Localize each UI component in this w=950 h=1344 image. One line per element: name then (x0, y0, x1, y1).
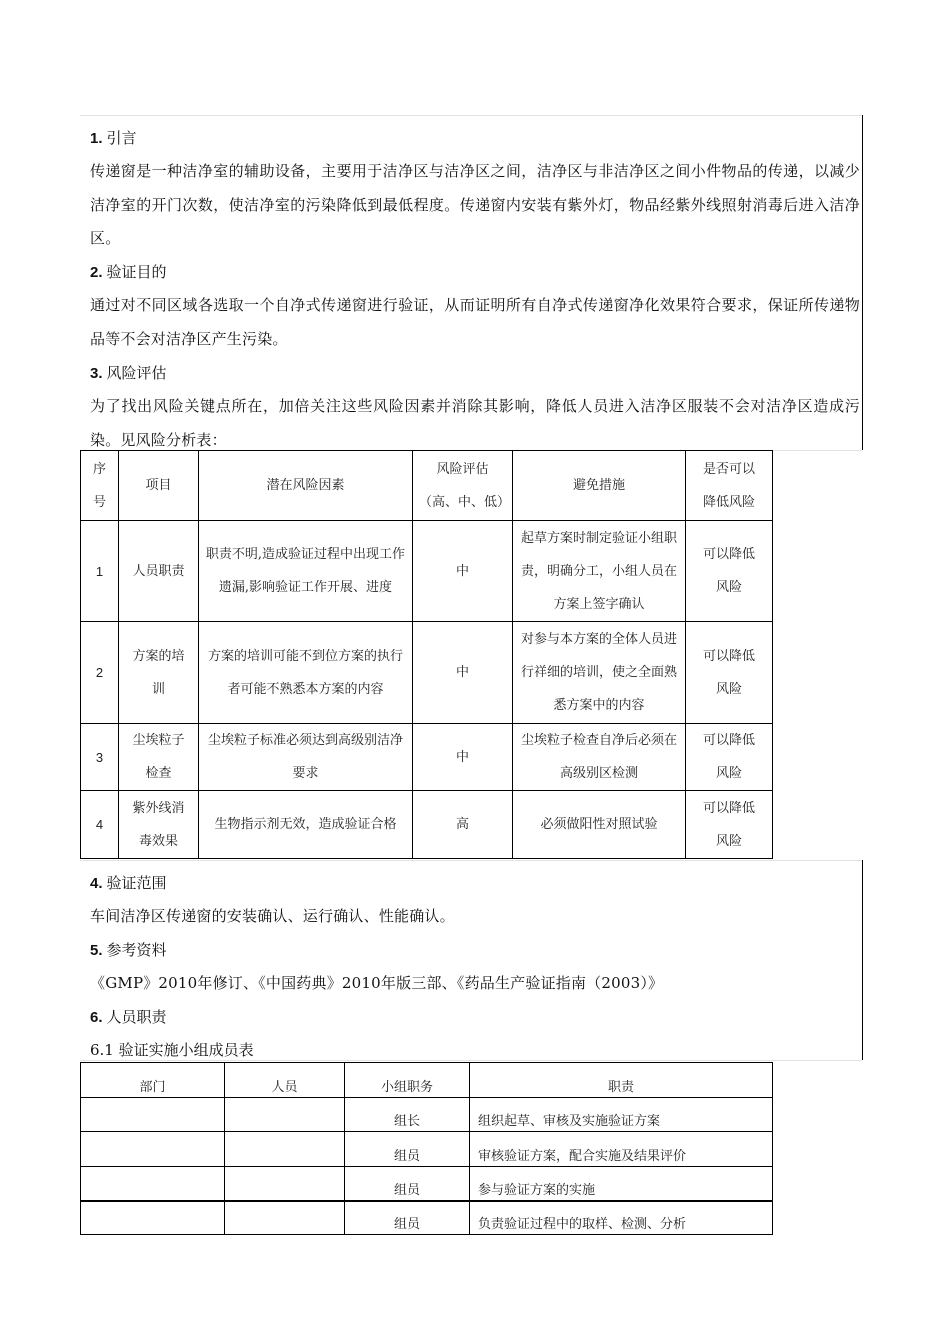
cell-reduce: 可以降低风险 (686, 724, 773, 791)
section-title: 人员职责 (106, 1008, 167, 1026)
table-row (81, 1132, 773, 1167)
cell-person (225, 1167, 345, 1201)
section-title: 风险评估 (106, 364, 167, 382)
table-row (81, 521, 773, 622)
cell-item: 尘埃粒子检查 (119, 724, 199, 791)
cell-measure: 尘埃粒子检查自净后必须在高级别区检测 (513, 724, 686, 791)
cell-role: 组员 (345, 1132, 470, 1167)
cell-duty: 参与验证方案的实施 (470, 1167, 773, 1201)
cell-seq: 4 (81, 791, 119, 859)
section-number: 5. (90, 942, 103, 959)
section-title: 参考资料 (106, 941, 167, 959)
table-row (81, 791, 773, 859)
cell-eval: 高 (413, 791, 513, 859)
section-4-heading (90, 873, 167, 894)
cell-factor: 生物指示剂无效，造成验证合格 (199, 791, 413, 859)
cell-role: 组长 (345, 1098, 470, 1132)
section-1-heading (90, 128, 137, 149)
cell-measure: 必须做阳性对照试验 (513, 791, 686, 859)
cell-eval: 中 (413, 622, 513, 724)
cell-seq: 1 (81, 521, 119, 622)
section-number: 1. (90, 130, 103, 147)
cell-person (225, 1201, 345, 1235)
cell-item: 人员职责 (119, 521, 199, 622)
section-number: 6. (90, 1009, 103, 1026)
cell-duty: 审核验证方案，配合实施及结果评价 (470, 1132, 773, 1167)
header-eval: 风险评估（高、中、低） (413, 451, 513, 521)
cell-item: 紫外线消毒效果 (119, 791, 199, 859)
cell-measure: 对参与本方案的全体人员进行祥细的培训，使之全面熟悉方案中的内容 (513, 622, 686, 724)
member-table (80, 1062, 773, 1235)
cell-dept (81, 1167, 225, 1201)
header-duty: 职责 (470, 1063, 773, 1098)
cell-seq: 3 (81, 724, 119, 791)
cell-role: 组员 (345, 1201, 470, 1235)
header-seq: 序号 (81, 451, 119, 521)
cell-dept (81, 1098, 225, 1132)
cell-eval: 中 (413, 521, 513, 622)
section-title: 引言 (106, 129, 137, 147)
section-3-text: 为了找出风险关键点所在，加倍关注这些风险因素并消除其影响，降低人员进入洁净区服装不会对洁净区造成污染。见风险分析表： (90, 397, 860, 449)
section-5-text: 《GMP》2010年修订、《中国药典》2010年版三部、《药品生产验证指南（2003）》 (90, 974, 664, 992)
header-dept: 部门 (81, 1063, 225, 1098)
table-header-row (81, 451, 773, 521)
table-row (81, 622, 773, 724)
header-item: 项目 (119, 451, 199, 521)
section-number: 2. (90, 264, 103, 281)
subsection-6-1-heading: 6.1 验证实施小组成员表 (90, 1041, 254, 1059)
section-5-heading (90, 940, 167, 961)
section-number: 4. (90, 875, 103, 892)
section-6-heading (90, 1007, 167, 1028)
header-factor: 潜在风险因素 (199, 451, 413, 521)
cell-measure: 起草方案时制定验证小组职责，明确分工，小组人员在方案上签字确认 (513, 521, 686, 622)
cell-eval: 中 (413, 724, 513, 791)
header-measure: 避免措施 (513, 451, 686, 521)
cell-reduce: 可以降低风险 (686, 521, 773, 622)
table-header-row (81, 1063, 773, 1098)
cell-person (225, 1132, 345, 1167)
section-title: 验证范围 (106, 874, 167, 892)
cell-reduce: 可以降低风险 (686, 622, 773, 724)
section-number: 3. (90, 365, 103, 382)
section-4-text: 车间洁净区传递窗的安装确认、运行确认、性能确认。 (90, 907, 455, 925)
section-1-text: 传递窗是一种洁净室的辅助设备，主要用于洁净区与洁净区之间，洁净区与非洁净区之间小件物品的传递，以减少洁净室的开门次数，使洁净室的污染降低到最低程度。传递窗内安装有紫外灯，物品经紫外线照射消毒后进入洁净区。 (90, 162, 860, 247)
cell-person (225, 1098, 345, 1132)
cell-factor: 尘埃粒子标准必须达到高级别洁净要求 (199, 724, 413, 791)
header-role: 小组职务 (345, 1063, 470, 1098)
section-2-heading (90, 262, 167, 283)
table-row (81, 1167, 773, 1201)
cell-role: 组员 (345, 1167, 470, 1201)
cell-dept (81, 1201, 225, 1235)
table-row (81, 1201, 773, 1235)
cell-factor: 职责不明,造成验证过程中出现工作遗漏,影响验证工作开展、进度 (199, 521, 413, 622)
header-person: 人员 (225, 1063, 345, 1098)
frame-mid-3 (80, 1060, 862, 1061)
cell-reduce: 可以降低风险 (686, 791, 773, 859)
frame-right-upper (862, 115, 863, 450)
cell-duty: 组织起草、审核及实施验证方案 (470, 1098, 773, 1132)
frame-top (80, 115, 862, 116)
cell-seq: 2 (81, 622, 119, 724)
cell-item: 方案的培训 (119, 622, 199, 724)
table-row (81, 724, 773, 791)
cell-duty: 负责验证过程中的取样、检测、分析 (470, 1201, 773, 1235)
frame-mid-2 (80, 860, 862, 861)
cell-dept (81, 1132, 225, 1167)
risk-analysis-table (80, 450, 773, 859)
section-3-heading (90, 363, 167, 384)
section-2-text: 通过对不同区域各选取一个自净式传递窗进行验证，从而证明所有自净式传递窗净化效果符合要求，保证所传递物品等不会对洁净区产生污染。 (90, 296, 860, 348)
header-reduce: 是否可以降低风险 (686, 451, 773, 521)
table-row (81, 1098, 773, 1132)
frame-right-lower (862, 860, 863, 1060)
section-title: 验证目的 (106, 263, 167, 281)
cell-factor: 方案的培训可能不到位方案的执行者可能不熟悉本方案的内容 (199, 622, 413, 724)
